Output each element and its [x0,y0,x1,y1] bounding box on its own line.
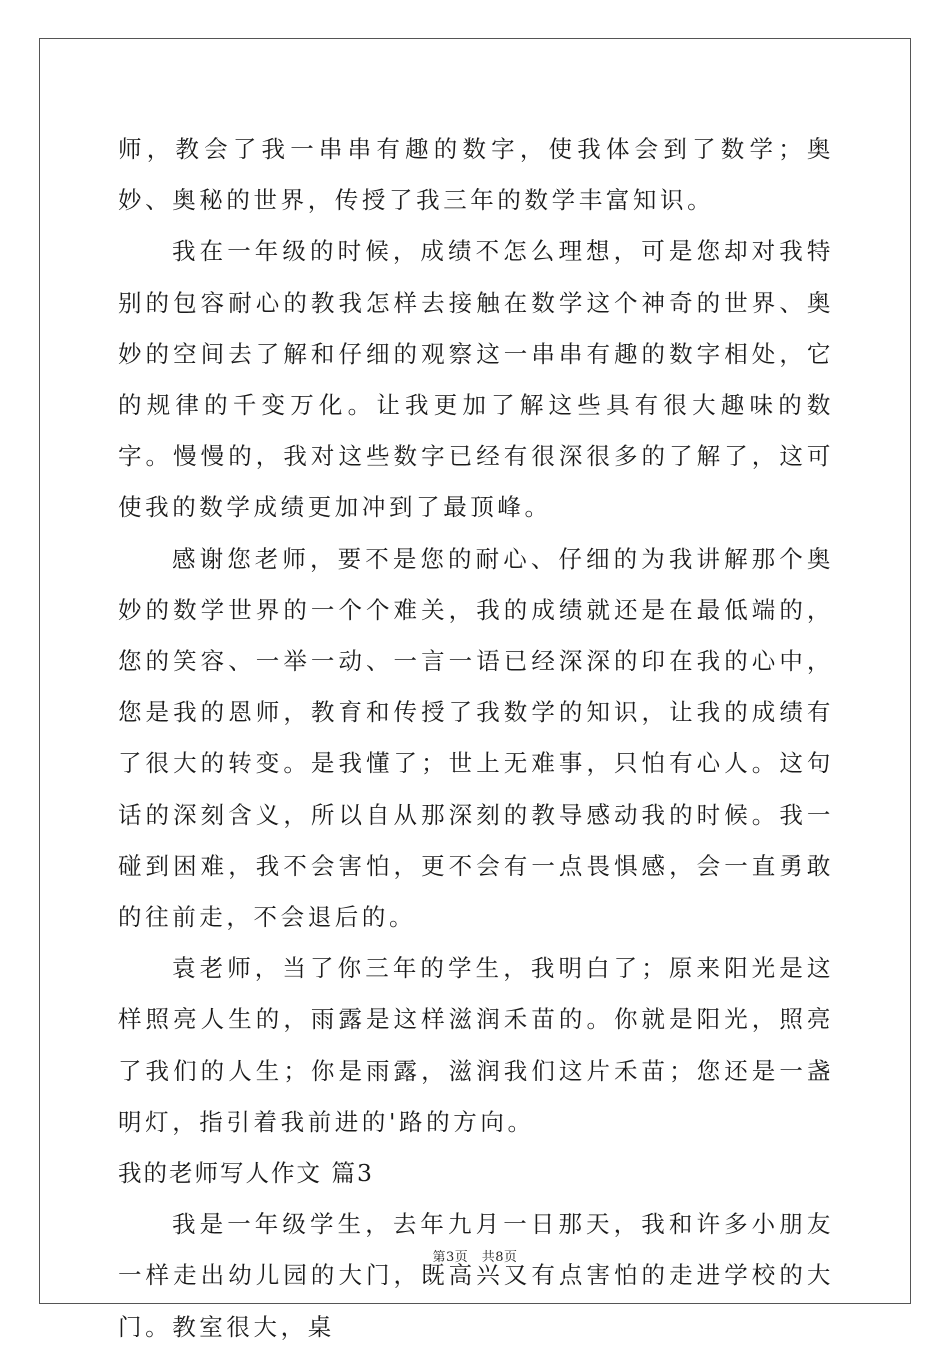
paragraph-4: 袁老师，当了你三年的学生，我明白了；原来阳光是这样照亮人生的，雨露是这样滋润禾苗的。你就是阳光，照亮了我们的人生；你是雨露，滋润我们这片禾苗；您还是一盏明灯，指引着我前进的'路的方向。 [118,954,834,1136]
section-heading: 我的老师写人作文 篇3 [118,1159,374,1188]
document-body [118,124,834,1353]
paragraph-1: 师，教会了我一串串有趣的数字，使我体会到了数学；奥妙、奥秘的世界，传授了我三年的数学丰富知识。 [118,135,834,215]
paragraph-2: 我在一年级的时候，成绩不怎么理想，可是您却对我特别的包容耐心的教我怎样去接触在数学这个神奇的世界、奥妙的空间去了解和仔细的观察这一串串有趣的数字相处，它的规律的千变万化。让我更加了解这些具有很大趣味的数字。慢慢的，我对这些数字已经有很深很多的了解了，这可使我的数学成绩更加冲到了最顶峰。 [118,237,834,522]
paragraph-5: 我是一年级学生，去年九月一日那天，我和许多小朋友一样走出幼儿园的大门，既高兴又有点害怕的走进学校的大门。教室很大，桌 [118,1210,834,1341]
page-number-footer: 第3页 共8页 [432,1250,518,1265]
paragraph-3: 感谢您老师，要不是您的耐心、仔细的为我讲解那个奥妙的数学世界的一个个难关，我的成绩就还是在最低端的，您的笑容、一举一动、一言一语已经深深的印在我的心中，您是我的恩师，教育和传授了我数学的知识，让我的成绩有了很大的转变。是我懂了；世上无难事，只怕有心人。这句话的深刻含义，所以自从那深刻的教导感动我的时候。我一碰到困难，我不会害怕，更不会有一点畏惧感，会一直勇敢的往前走，不会退后的。 [118,544,834,932]
